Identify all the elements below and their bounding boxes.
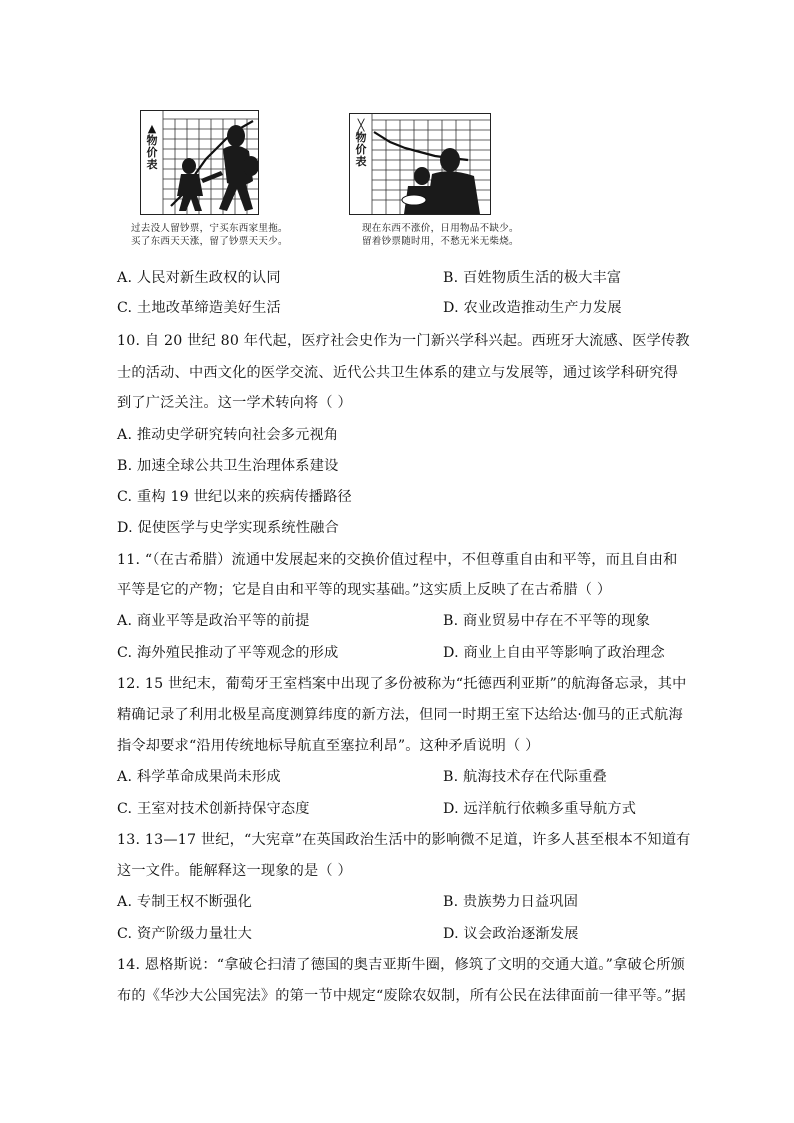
label-char: 表 (146, 158, 158, 171)
label-char: 物 (355, 131, 367, 144)
cartoon-left (131, 110, 290, 255)
q14-stem-line: 布的《华沙大公国宪法》的第一节中规定“废除农奴制，所有公民在法律面前一律平等。”据 (117, 988, 686, 1004)
q11-option-c: C. 海外殖民推动了平等观念的形成 (117, 645, 339, 661)
q9-option-b: B. 百姓物质生活的极大丰富 (443, 270, 622, 286)
q10-option-a: A. 推动史学研究转向社会多元视角 (117, 427, 339, 443)
label-char: 物 (146, 134, 158, 147)
caption-line: 过去没人留钞票，宁买东西家里拖。 (131, 223, 288, 234)
up-arrow-mark: ▲ (147, 122, 157, 135)
caption-line: 现在东西不涨价，日用物品不缺少。 (362, 223, 519, 234)
q12-option-b: B. 航海技术存在代际重叠 (443, 769, 607, 785)
q11-stem-line: 平等是它的产物；它是自由和平等的现实基础。”这实质上反映了在古希腊（ ） (117, 582, 612, 598)
cartoon-left-caption (131, 222, 288, 248)
q12-option-d: D. 远洋航行依赖多重导航方式 (443, 801, 637, 817)
cross-mark: ╳ (357, 119, 365, 132)
cartoon-right-frame (349, 113, 491, 215)
q9-option-c: C. 土地改革缔造美好生活 (117, 300, 281, 316)
q11-option-a: A. 商业平等是政治平等的前提 (117, 613, 310, 629)
cartoon-right-caption (362, 222, 519, 248)
price-table-grid (141, 111, 258, 214)
label-char: 价 (355, 143, 367, 156)
q10-stem-line: 10. 自 20 世纪 80 年代起，医疗社会史作为一门新兴学科兴起。西班牙大流感、医学传教 (117, 333, 690, 349)
label-char: 表 (355, 155, 367, 168)
q13-stem-line: 这一文件。能解释这一现象的是（ ） (117, 863, 352, 879)
q10-option-d: D. 促使医学与史学实现系统性融合 (117, 520, 339, 536)
price-table-grid (350, 114, 490, 214)
q10-option-b: B. 加速全球公共卫生治理体系建设 (117, 458, 339, 474)
price-table-label (355, 120, 367, 168)
q13-option-c: C. 资产阶级力量壮大 (117, 926, 253, 942)
q12-stem-line: 12. 15 世纪末，葡萄牙王室档案中出现了多份被称为“托德西利亚斯”的航海备忘录，其中 (117, 676, 687, 692)
q9-option-d: D. 农业改造推动生产力发展 (443, 300, 622, 316)
label-char: 价 (146, 146, 158, 159)
q14-stem-line: 14. 恩格斯说：“拿破仑扫清了德国的奥吉亚斯牛圈，修筑了文明的交通大道。”拿破仑所颁 (117, 957, 686, 973)
q13-stem-line: 13. 13—17 世纪，“大宪章”在英国政治生活中的影响微不足道，许多人甚至根本不知道有 (117, 832, 691, 848)
q12-option-a: A. 科学革命成果尚未形成 (117, 769, 281, 785)
q13-option-a: A. 专制王权不断强化 (117, 894, 252, 910)
q13-option-d: D. 议会政治逐渐发展 (443, 926, 579, 942)
q9-option-a: A. 人民对新生政权的认同 (117, 270, 281, 286)
q11-stem-line: 11. “（在古希腊）流通中发展起来的交换价值过程中，不但尊重自由和平等，而且自由和 (117, 552, 678, 568)
q10-option-c: C. 重构 19 世纪以来的疾病传播路径 (117, 489, 352, 505)
caption-line: 留着钞票随时用，不愁无米无柴烧。 (362, 236, 519, 247)
q12-option-c: C. 王室对技术创新持保守态度 (117, 801, 310, 817)
q10-stem-line: 到了广泛关注。这一学术转向将（ ） (117, 395, 352, 411)
q12-stem-line: 指令却要求“沿用传统地标导航直至塞拉利昂”。这种矛盾说明（ ） (117, 738, 540, 754)
caption-line: 买了东西天天涨，留了钞票天天少。 (131, 236, 288, 247)
q11-option-d: D. 商业上自由平等影响了政治理念 (443, 645, 665, 661)
cartoon-right (349, 110, 519, 255)
cartoon-left-frame (140, 110, 259, 215)
q10-stem-line: 士的活动、中西文化的医学交流、近代公共卫生体系的建立与发展等，通过该学科研究得 (117, 365, 679, 381)
q13-option-b: B. 贵族势力日益巩固 (443, 894, 579, 910)
q12-stem-line: 精确记录了利用北极星高度测算纬度的新方法，但同一时期王室下达给达·伽马的正式航海 (117, 707, 683, 723)
q11-option-b: B. 商业贸易中存在不平等的现象 (443, 613, 651, 629)
price-table-label (146, 123, 158, 171)
